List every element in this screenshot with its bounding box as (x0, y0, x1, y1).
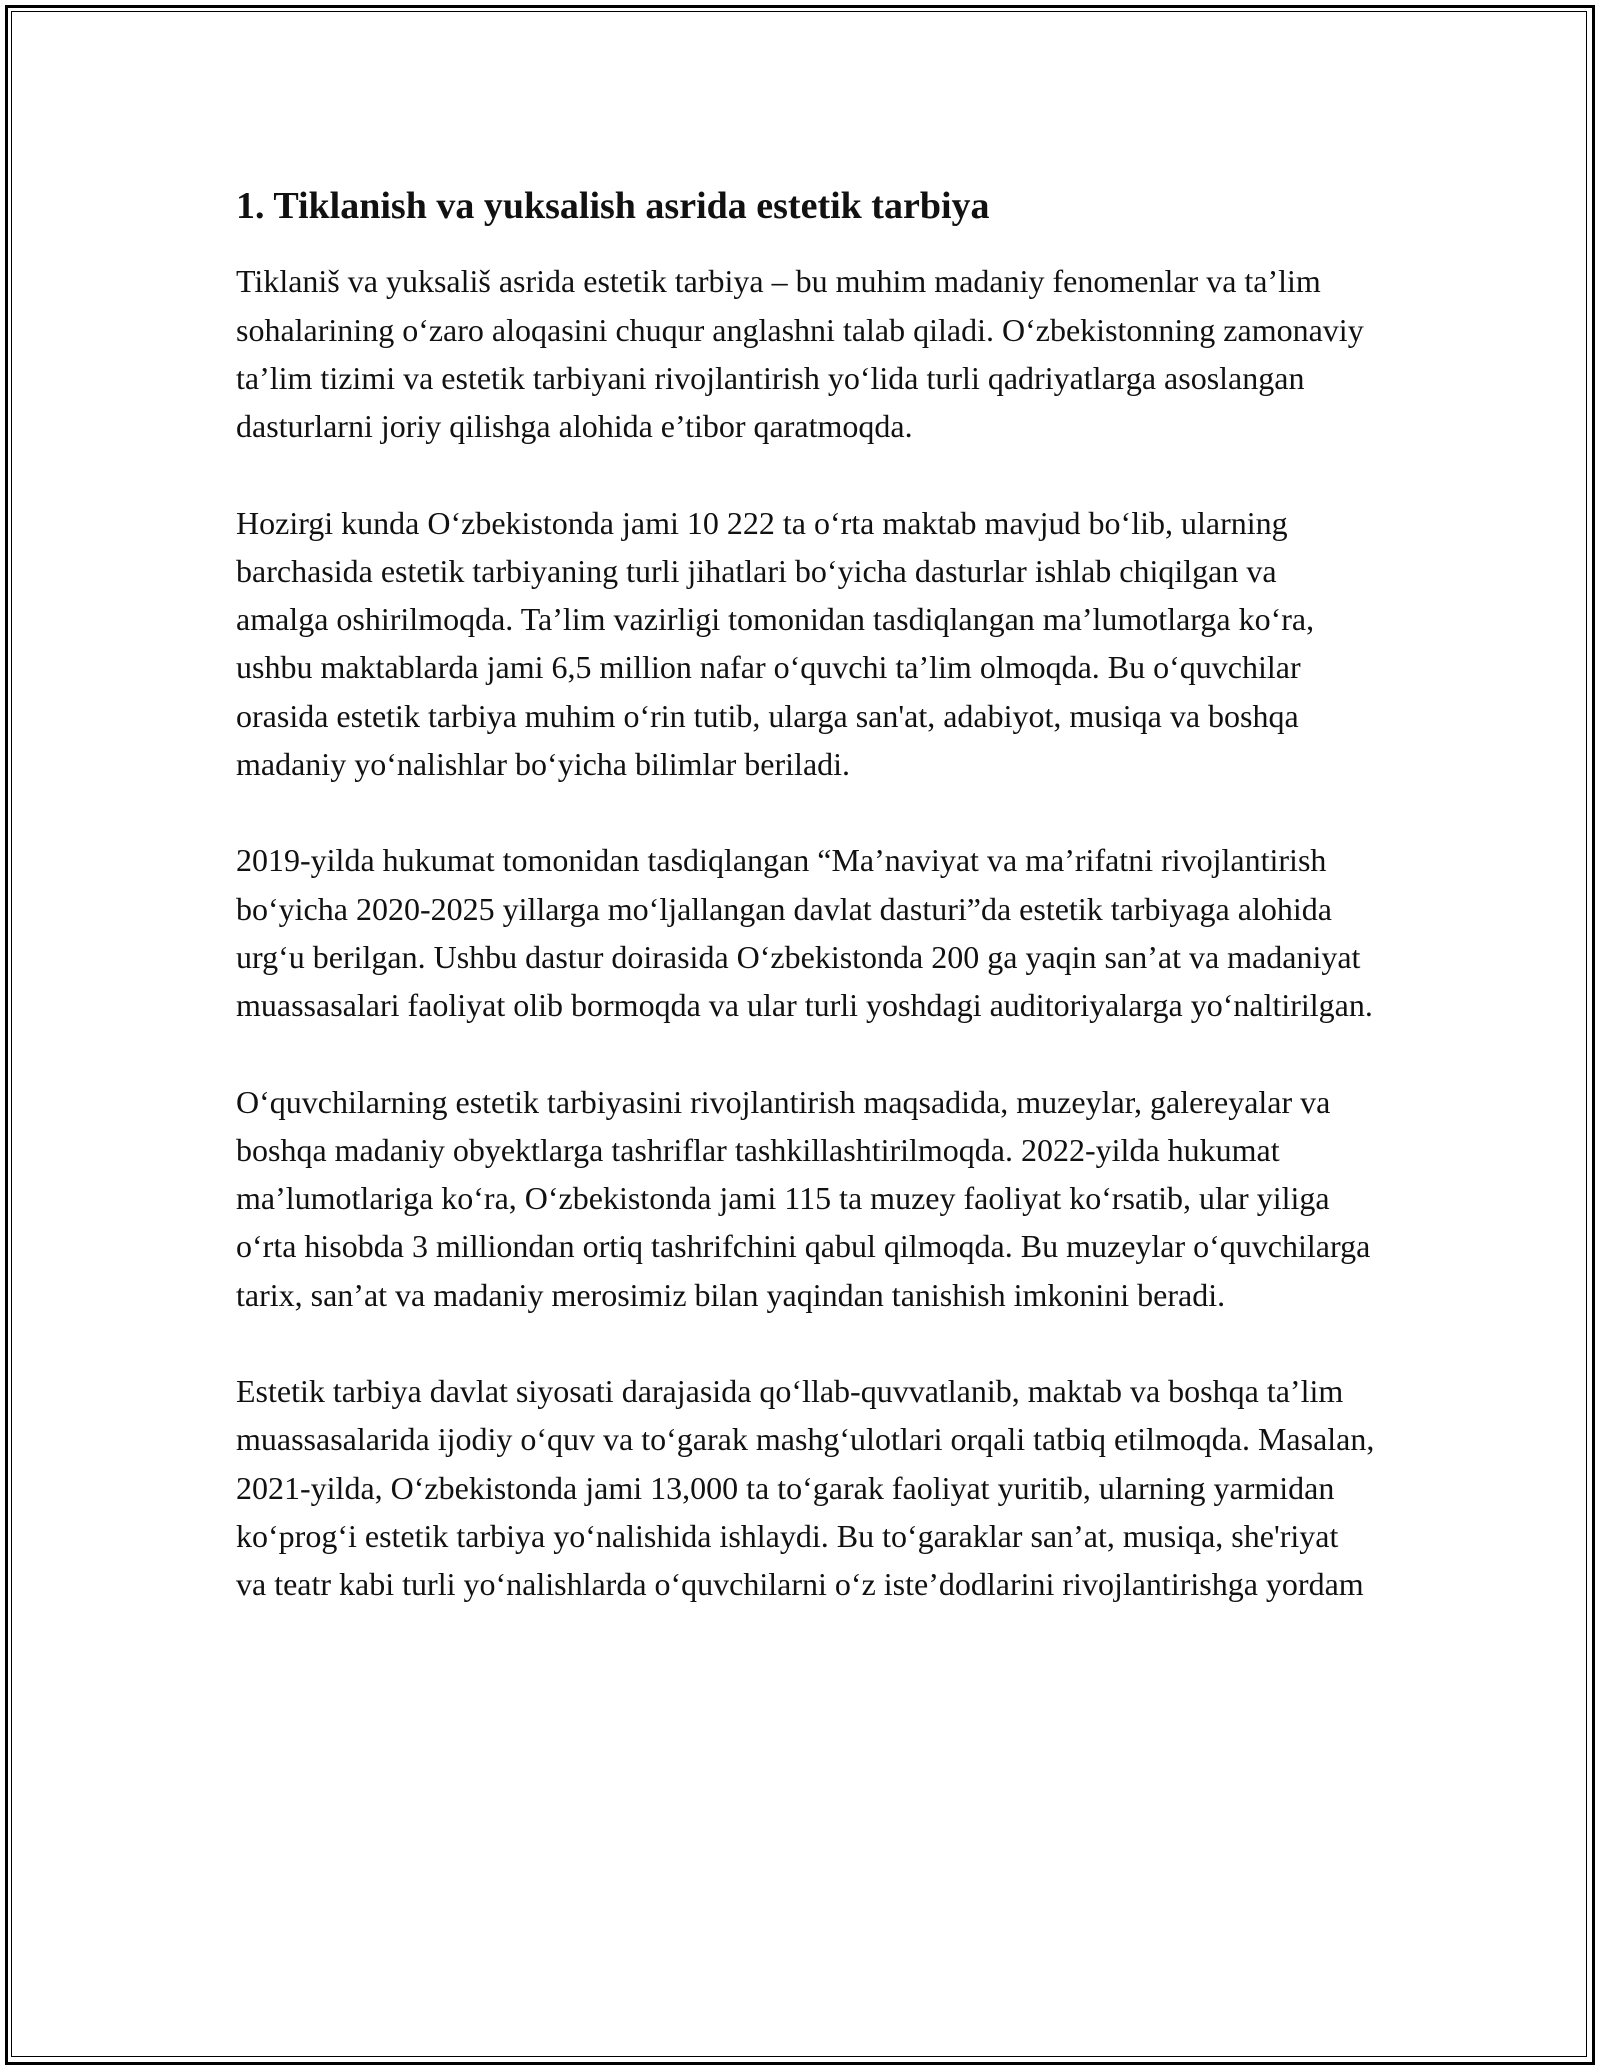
document-body (236, 182, 1376, 1657)
section-heading: 1. Tiklanish va yuksalish asrida estetik tarbiya (236, 185, 990, 227)
paragraph-3: 2019-yilda hukumat tomonidan tasdiqlangan “Ma’naviyat va ma’rifatni rivojlantirish bo‘yicha 2020-2025 yillarga mo‘ljallangan davlat dasturi”da estetik tarbiyaga alohida urg‘u berilgan. Ushbu dastur doirasida O‘zbekistonda 200 ga yaqin san’at va madaniyat muassasalari faoliyat olib bormoqda va ular turli yoshdagi auditoriyalarga yo‘naltirilgan. (236, 842, 1373, 1024)
paragraph-2: Hozirgi kunda O‘zbekistonda jami 10 222 ta o‘rta maktab mavjud bo‘lib, ularning barchasida estetik tarbiyaning turli jihatlari bo‘yicha dasturlar ishlab chiqilgan va amalga oshirilmoqda. Ta’lim vazirligi tomonidan tasdiqlangan ma’lumotlarga ko‘ra, ushbu maktablarda jami 6,5 million nafar o‘quvchi ta’lim olmoqda. Bu o‘quvchilar orasida estetik tarbiya muhim o‘rin tutib, ularga san'at, adabiyot, musiqa va boshqa madaniy yo‘nalishlar bo‘yicha bilimlar beriladi. (236, 504, 1315, 783)
paragraph-1: Tiklaniš va yuksališ asrida estetik tarbiya – bu muhim madaniy fenomenlar va ta’lim sohalarining o‘zaro aloqasini chuqur anglashni talab qiladi. O‘zbekistonning zamonaviy ta’lim tizimi va estetik tarbiyani rivojlantirish yo‘lida turli qadriyatlarga asoslangan dasturlarni joriy qilishga alohida e’tibor qaratmoqda. (236, 263, 1364, 445)
paragraph-5: Estetik tarbiya davlat siyosati darajasida qo‘llab-quvvatlanib, maktab va boshqa ta’lim muassasalarida ijodiy o‘quv va to‘garak mashg‘ulotlari orqali tatbiq etilmoqda. Masalan, 2021-yilda, O‘zbekistonda jami 13,000 ta to‘garak faoliyat yuritib, ularning yarmidan ko‘prog‘i estetik tarbiya yo‘nalishida ishlaydi. Bu to‘garaklar san’at, musiqa, she'riyat va teatr kabi turli yo‘nalishlarda o‘quvchilarni o‘z iste’dodlarini rivojlantirishga yordam (236, 1373, 1375, 1603)
paragraph-4: O‘quvchilarning estetik tarbiyasini rivojlantirish maqsadida, muzeylar, galereyalar va boshqa madaniy obyektlarga tashriflar tashkillashtirilmoqda. 2022-yilda hukumat ma’lumotlariga ko‘ra, O‘zbekistonda jami 115 ta muzey faoliyat ko‘rsatib, ular yiliga o‘rta hisobda 3 milliondan ortiq tashrifchini qabul qilmoqda. Bu muzeylar o‘quvchilarga tarix, san’at va madaniy merosimiz bilan yaqindan tanishish imkonini beradi. (236, 1083, 1371, 1313)
